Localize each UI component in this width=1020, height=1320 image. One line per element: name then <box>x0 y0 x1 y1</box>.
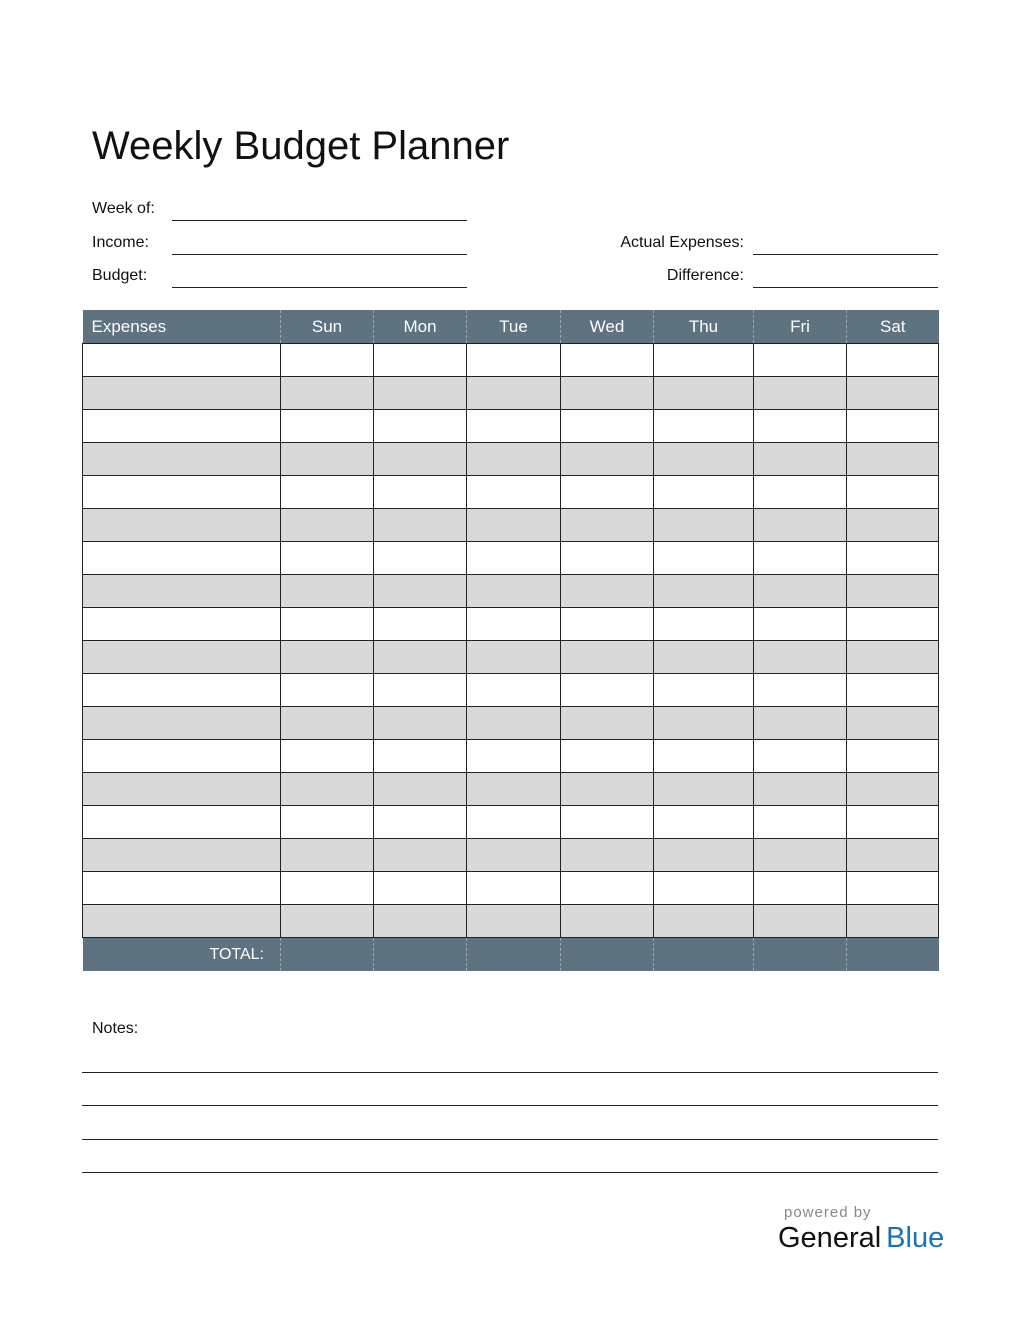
column-header: Tue <box>467 310 561 344</box>
table-cell[interactable] <box>561 575 654 608</box>
table-cell[interactable] <box>374 773 467 806</box>
notes-line[interactable] <box>82 1072 938 1073</box>
table-cell[interactable] <box>654 344 754 377</box>
table-cell[interactable] <box>83 377 281 410</box>
total-cell[interactable] <box>281 938 374 972</box>
total-label: TOTAL: <box>83 938 281 972</box>
table-cell[interactable] <box>83 740 281 773</box>
table-cell[interactable] <box>281 509 374 542</box>
table-cell[interactable] <box>561 344 654 377</box>
table-cell[interactable] <box>654 377 754 410</box>
table-cell[interactable] <box>847 542 939 575</box>
table-row <box>83 608 939 641</box>
table-cell[interactable] <box>654 443 754 476</box>
table-cell[interactable] <box>83 872 281 905</box>
table-cell[interactable] <box>374 707 467 740</box>
income-label: Income: <box>92 234 149 251</box>
table-cell[interactable] <box>754 476 847 509</box>
table-cell[interactable] <box>561 773 654 806</box>
table-cell[interactable] <box>281 443 374 476</box>
table-cell[interactable] <box>281 410 374 443</box>
table-row <box>83 674 939 707</box>
table-cell[interactable] <box>83 674 281 707</box>
table-cell[interactable] <box>847 608 939 641</box>
table-cell[interactable] <box>467 377 561 410</box>
table-cell[interactable] <box>83 443 281 476</box>
table-cell[interactable] <box>847 905 939 938</box>
table-cell[interactable] <box>847 707 939 740</box>
table-row <box>83 575 939 608</box>
table-cell[interactable] <box>561 740 654 773</box>
table-cell[interactable] <box>467 740 561 773</box>
table-row <box>83 410 939 443</box>
table-cell[interactable] <box>847 740 939 773</box>
actual-expenses-field[interactable] <box>753 254 938 255</box>
table-cell[interactable] <box>654 740 754 773</box>
table-cell[interactable] <box>281 575 374 608</box>
notes-line[interactable] <box>82 1105 938 1106</box>
table-cell[interactable] <box>374 575 467 608</box>
table-cell[interactable] <box>754 608 847 641</box>
table-cell[interactable] <box>754 674 847 707</box>
week-of-field[interactable] <box>172 220 467 221</box>
table-cell[interactable] <box>281 608 374 641</box>
table-row <box>83 839 939 872</box>
table-cell[interactable] <box>754 542 847 575</box>
budget-label: Budget: <box>92 267 148 284</box>
table-cell[interactable] <box>467 872 561 905</box>
table-cell[interactable] <box>374 377 467 410</box>
table-row <box>83 542 939 575</box>
generalblue-logo <box>778 1222 944 1255</box>
table-cell[interactable] <box>281 806 374 839</box>
table-cell[interactable] <box>374 542 467 575</box>
table-cell[interactable] <box>83 773 281 806</box>
table-row <box>83 443 939 476</box>
table-cell[interactable] <box>83 344 281 377</box>
table-cell[interactable] <box>847 344 939 377</box>
table-cell[interactable] <box>847 773 939 806</box>
table-cell[interactable] <box>847 443 939 476</box>
column-header: Sat <box>847 310 939 344</box>
table-cell[interactable] <box>654 410 754 443</box>
table-cell[interactable] <box>281 377 374 410</box>
table-cell[interactable] <box>654 608 754 641</box>
table-row <box>83 872 939 905</box>
column-header: Expenses <box>83 310 281 344</box>
table-cell[interactable] <box>83 542 281 575</box>
difference-field[interactable] <box>753 287 938 288</box>
table-cell[interactable] <box>374 443 467 476</box>
table-cell[interactable] <box>754 509 847 542</box>
table-cell[interactable] <box>654 674 754 707</box>
table-cell[interactable] <box>654 641 754 674</box>
table-cell[interactable] <box>847 674 939 707</box>
table-cell[interactable] <box>561 542 654 575</box>
table-cell[interactable] <box>754 740 847 773</box>
table-cell[interactable] <box>83 410 281 443</box>
table-cell[interactable] <box>561 641 654 674</box>
table-row <box>83 476 939 509</box>
table-cell[interactable] <box>847 476 939 509</box>
table-cell[interactable] <box>83 905 281 938</box>
table-cell[interactable] <box>467 707 561 740</box>
income-field[interactable] <box>172 254 467 255</box>
table-row <box>83 707 939 740</box>
table-cell[interactable] <box>754 344 847 377</box>
table-cell[interactable] <box>754 377 847 410</box>
expense-table <box>82 310 939 971</box>
table-cell[interactable] <box>467 344 561 377</box>
column-header: Fri <box>754 310 847 344</box>
table-cell[interactable] <box>374 740 467 773</box>
notes-line[interactable] <box>82 1172 938 1173</box>
total-cell[interactable] <box>374 938 467 972</box>
table-cell[interactable] <box>654 905 754 938</box>
total-cell[interactable] <box>754 938 847 972</box>
table-cell[interactable] <box>561 674 654 707</box>
table-cell[interactable] <box>561 905 654 938</box>
table-cell[interactable] <box>847 509 939 542</box>
column-header: Mon <box>374 310 467 344</box>
table-cell[interactable] <box>467 806 561 839</box>
total-cell[interactable] <box>561 938 654 972</box>
table-cell[interactable] <box>847 806 939 839</box>
table-cell[interactable] <box>83 707 281 740</box>
table-row <box>83 740 939 773</box>
table-cell[interactable] <box>374 872 467 905</box>
table-cell[interactable] <box>467 542 561 575</box>
table-cell[interactable] <box>561 410 654 443</box>
table-cell[interactable] <box>561 608 654 641</box>
table-row <box>83 344 939 377</box>
total-cell[interactable] <box>847 938 939 972</box>
table-cell[interactable] <box>374 608 467 641</box>
table-cell[interactable] <box>281 674 374 707</box>
table-cell[interactable] <box>467 773 561 806</box>
table-cell[interactable] <box>281 344 374 377</box>
table-cell[interactable] <box>754 839 847 872</box>
table-cell[interactable] <box>467 476 561 509</box>
column-header: Thu <box>654 310 754 344</box>
table-cell[interactable] <box>374 806 467 839</box>
table-cell[interactable] <box>374 410 467 443</box>
table-cell[interactable] <box>847 575 939 608</box>
table-cell[interactable] <box>374 509 467 542</box>
table-cell[interactable] <box>281 641 374 674</box>
table-cell[interactable] <box>754 773 847 806</box>
table-cell[interactable] <box>83 839 281 872</box>
table-cell[interactable] <box>654 542 754 575</box>
table-cell[interactable] <box>467 575 561 608</box>
table-cell[interactable] <box>83 608 281 641</box>
table-cell[interactable] <box>467 641 561 674</box>
table-cell[interactable] <box>654 575 754 608</box>
table-cell[interactable] <box>281 905 374 938</box>
table-cell[interactable] <box>654 509 754 542</box>
table-cell[interactable] <box>754 707 847 740</box>
table-cell[interactable] <box>754 575 847 608</box>
logo-blue: Blue <box>886 1222 945 1254</box>
week-of-label: Week of: <box>92 200 155 217</box>
table-cell[interactable] <box>654 773 754 806</box>
table-row <box>83 509 939 542</box>
table-row <box>83 806 939 839</box>
table-cell[interactable] <box>281 773 374 806</box>
table-cell[interactable] <box>654 707 754 740</box>
table-cell[interactable] <box>754 905 847 938</box>
table-cell[interactable] <box>847 839 939 872</box>
table-cell[interactable] <box>467 674 561 707</box>
table-cell[interactable] <box>374 674 467 707</box>
table-cell[interactable] <box>83 806 281 839</box>
table-cell[interactable] <box>467 410 561 443</box>
table-cell[interactable] <box>374 344 467 377</box>
table-cell[interactable] <box>281 872 374 905</box>
table-cell[interactable] <box>467 905 561 938</box>
table-cell[interactable] <box>561 872 654 905</box>
table-cell[interactable] <box>467 443 561 476</box>
table-cell[interactable] <box>847 872 939 905</box>
table-header-row <box>83 310 939 344</box>
actual-expenses-label: Actual Expenses: <box>620 234 744 251</box>
table-cell[interactable] <box>847 377 939 410</box>
table-cell[interactable] <box>754 872 847 905</box>
difference-label: Difference: <box>666 267 744 284</box>
table-cell[interactable] <box>654 872 754 905</box>
table-cell[interactable] <box>847 641 939 674</box>
table-cell[interactable] <box>374 641 467 674</box>
table-cell[interactable] <box>754 410 847 443</box>
table-cell[interactable] <box>281 476 374 509</box>
table-cell[interactable] <box>467 608 561 641</box>
powered-by-text: powered by <box>784 1204 872 1221</box>
table-cell[interactable] <box>281 839 374 872</box>
column-header: Sun <box>281 310 374 344</box>
logo-general: General <box>778 1222 882 1254</box>
table-cell[interactable] <box>281 740 374 773</box>
table-row <box>83 377 939 410</box>
notes-line[interactable] <box>82 1139 938 1140</box>
table-row <box>83 905 939 938</box>
table-cell[interactable] <box>561 509 654 542</box>
table-cell[interactable] <box>561 443 654 476</box>
table-cell[interactable] <box>754 641 847 674</box>
table-cell[interactable] <box>654 839 754 872</box>
table-cell[interactable] <box>561 476 654 509</box>
table-cell[interactable] <box>281 542 374 575</box>
table-cell[interactable] <box>281 707 374 740</box>
table-cell[interactable] <box>83 641 281 674</box>
table-cell[interactable] <box>83 509 281 542</box>
table-cell[interactable] <box>83 476 281 509</box>
table-cell[interactable] <box>561 806 654 839</box>
table-cell[interactable] <box>374 839 467 872</box>
column-header: Wed <box>561 310 654 344</box>
table-cell[interactable] <box>754 443 847 476</box>
notes-label: Notes: <box>92 1020 139 1037</box>
table-cell[interactable] <box>83 575 281 608</box>
total-row <box>83 938 939 972</box>
table-cell[interactable] <box>561 377 654 410</box>
table-row <box>83 641 939 674</box>
table-cell[interactable] <box>654 806 754 839</box>
total-cell[interactable] <box>654 938 754 972</box>
table-row <box>83 773 939 806</box>
budget-field[interactable] <box>172 287 467 288</box>
total-cell[interactable] <box>467 938 561 972</box>
table-cell[interactable] <box>754 806 847 839</box>
table-cell[interactable] <box>847 410 939 443</box>
table-cell[interactable] <box>561 839 654 872</box>
page-title: Weekly Budget Planner <box>92 124 510 168</box>
table-cell[interactable] <box>467 839 561 872</box>
table-cell[interactable] <box>374 905 467 938</box>
table-cell[interactable] <box>374 476 467 509</box>
table-cell[interactable] <box>467 509 561 542</box>
table-cell[interactable] <box>654 476 754 509</box>
table-cell[interactable] <box>561 707 654 740</box>
